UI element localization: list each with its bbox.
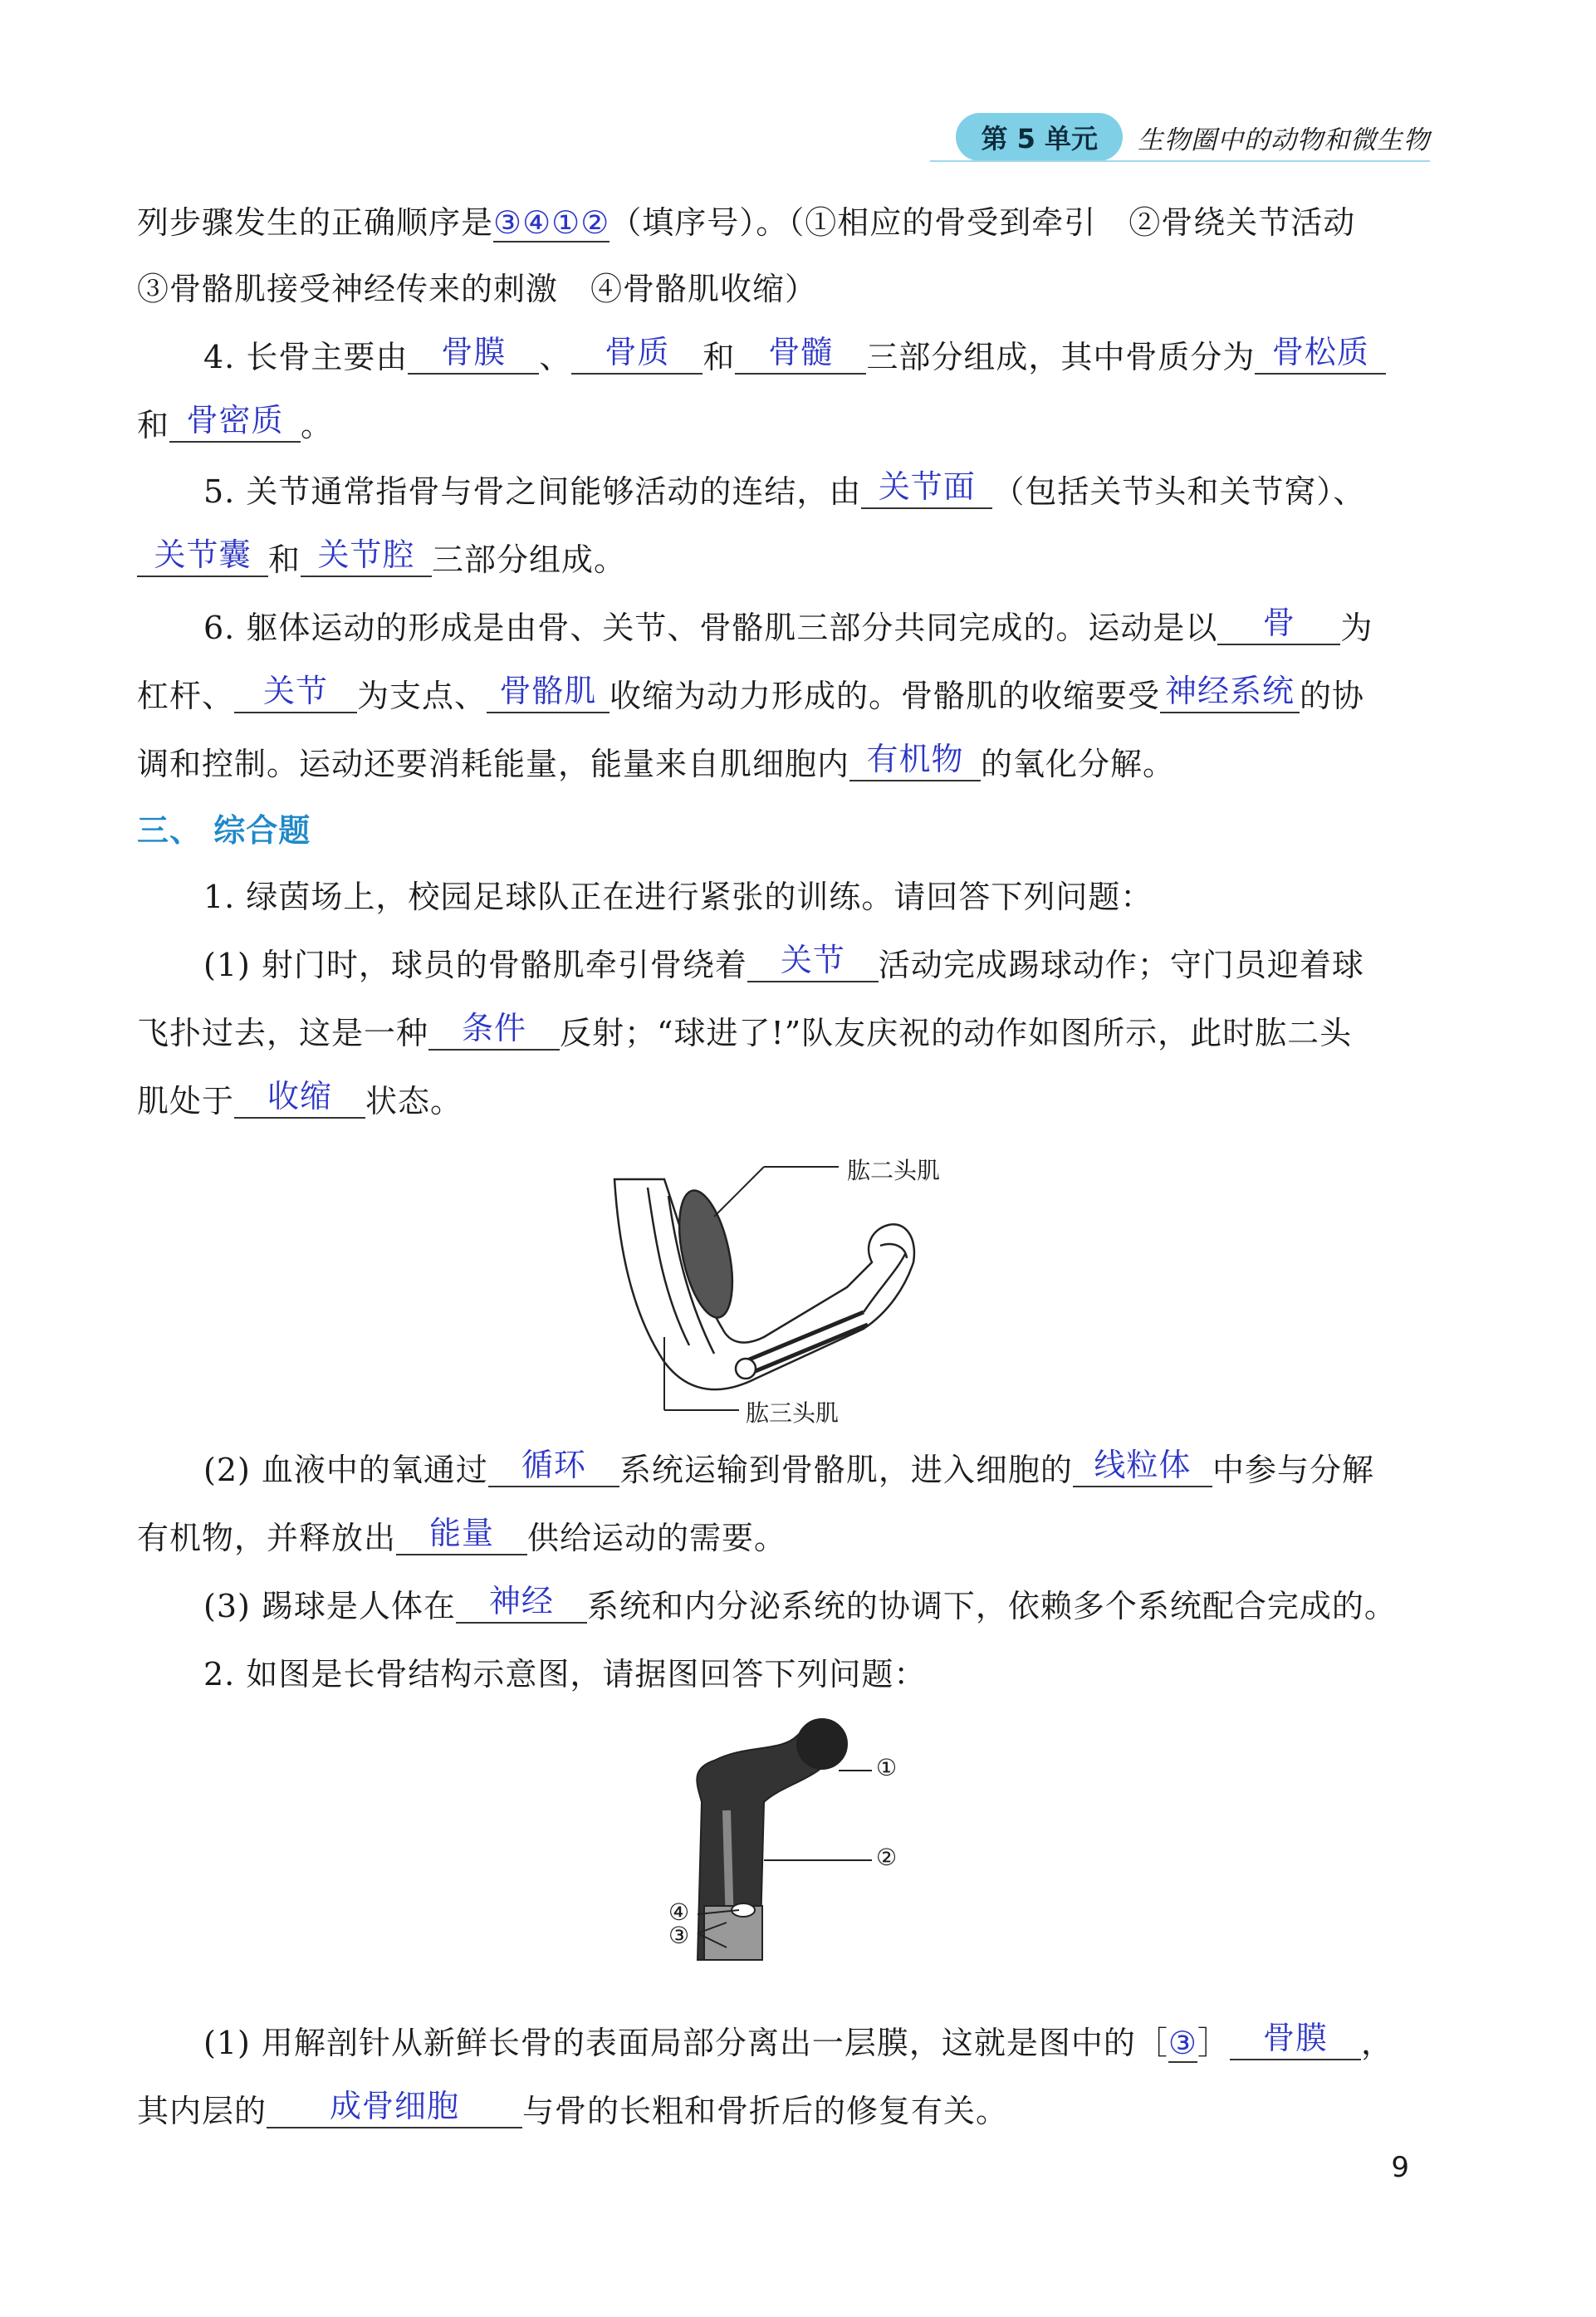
answer-q6-2[interactable]: 关节 xyxy=(234,670,357,713)
long-bone-figure xyxy=(648,1711,980,1993)
answer-c1-4[interactable]: 循环 xyxy=(488,1444,619,1487)
answer-c1-5[interactable]: 线粒体 xyxy=(1073,1444,1212,1487)
arm-muscle-figure xyxy=(598,1146,1013,1428)
answer-c1-3[interactable]: 收缩 xyxy=(234,1075,365,1119)
q5-line-2: 关节囊 和 关节腔 三部分组成。 xyxy=(137,535,1434,585)
c2-p1-line-2: 其内层的 成骨细胞 与骨的长粗和骨折后的修复有关。 xyxy=(137,2086,1434,2136)
header-rule xyxy=(930,160,1430,162)
bone-label-1: ① xyxy=(876,1754,898,1781)
answer-q6-3[interactable]: 骨骼肌 xyxy=(487,670,610,713)
q6-line-1: 6. 躯体运动的形成是由骨、关节、骨骼肌三部分共同完成的。运动是以 骨 为 xyxy=(203,603,1434,653)
q4-line-2: 和 骨密质 。 xyxy=(137,400,1434,450)
c1-p1-line-2: 飞扑过去，这是一种 条件 反射；“球进了!”队友庆祝的动作如图所示，此时肱二头 xyxy=(137,1008,1434,1058)
c1-p2-line-1: (2) 血液中的氧通过 循环 系统运输到骨骼肌，进入细胞的 线粒体 中参与分解 xyxy=(203,1445,1434,1495)
answer-c2-2[interactable]: 骨膜 xyxy=(1230,2017,1361,2060)
answer-q3-order[interactable]: ③④①② xyxy=(493,204,610,241)
c1-p2-line-2: 有机物，并释放出 能量 供给运动的需要。 xyxy=(137,1513,1434,1563)
answer-q5-2[interactable]: 关节囊 xyxy=(137,534,268,577)
answer-c1-1[interactable]: 关节 xyxy=(747,939,879,982)
bone-label-4: ④ xyxy=(668,1898,690,1926)
arm-illustration xyxy=(598,1146,1013,1428)
q5-line-1: 5. 关节通常指骨与骨之间能够活动的连结，由 关节面 （包括关节头和关节窝）、 xyxy=(203,467,1434,517)
answer-q4-4[interactable]: 骨松质 xyxy=(1255,331,1386,375)
answer-q4-3[interactable]: 骨髓 xyxy=(735,331,866,375)
c1-p1-line-3: 肌处于 收缩 状态。 xyxy=(137,1076,1434,1126)
q3-line-1: 列步骤发生的正确顺序是③④①②（填序号）。（①相应的骨受到牵引 ②骨绕关节活动 xyxy=(137,204,1356,241)
unit-badge: 第 5 单元 xyxy=(956,113,1123,161)
c1-p1-line-1: (1) 射门时，球员的骨骼肌牵引骨绕着 关节 活动完成踢球动作；守门员迎着球 xyxy=(203,940,1434,990)
answer-q4-1[interactable]: 骨膜 xyxy=(408,331,539,375)
q6-line-3: 调和控制。运动还要消耗能量，能量来自肌细胞内 有机物 的氧化分解。 xyxy=(137,739,1434,789)
label-triceps: 肱三头肌 xyxy=(746,1399,840,1427)
answer-c2-3[interactable]: 成骨细胞 xyxy=(267,2085,522,2128)
label-biceps: 肱二头肌 xyxy=(847,1157,941,1184)
c1-p3-line: (3) 踢球是人体在 神经 系统和内分泌系统的协调下，依赖多个系统配合完成的。 xyxy=(203,1581,1434,1631)
answer-q6-5[interactable]: 有机物 xyxy=(849,738,981,781)
c2-stem: 2. 如图是长骨结构示意图，请据图回答下列问题： xyxy=(203,1656,927,1692)
page-header xyxy=(956,112,1430,162)
bone-label-3: ③ xyxy=(668,1922,690,1949)
answer-c2-1[interactable]: ③ xyxy=(1168,2025,1197,2061)
answer-c1-7[interactable]: 神经 xyxy=(456,1580,587,1624)
answer-q6-4[interactable]: 神经系统 xyxy=(1160,670,1300,713)
answer-q6-1[interactable]: 骨 xyxy=(1217,602,1340,645)
section-title-comprehensive: 三、 综合题 xyxy=(137,812,311,849)
page-number: 9 xyxy=(1391,2151,1409,2184)
answer-q4-2[interactable]: 骨质 xyxy=(571,331,703,375)
c2-p1-line-1: (1) 用解剖针从新鲜长骨的表面局部分离出一层膜，这就是图中的［③］ 骨膜 ， xyxy=(203,2018,1434,2068)
bone-illustration xyxy=(648,1711,980,1993)
c1-stem: 1. 绿茵场上，校园足球队正在进行紧张的训练。请回答下列问题： xyxy=(203,879,1153,915)
answer-q4-5[interactable]: 骨密质 xyxy=(169,399,301,443)
answer-q5-3[interactable]: 关节腔 xyxy=(301,534,432,577)
q4-line-1: 4. 长骨主要由 骨膜 、 骨质 和 骨髓 三部分组成，其中骨质分为 骨松质 xyxy=(203,332,1434,382)
answer-c1-2[interactable]: 条件 xyxy=(428,1007,560,1051)
answer-q5-1[interactable]: 关节面 xyxy=(861,466,992,509)
answer-c1-6[interactable]: 能量 xyxy=(396,1512,527,1555)
q3-line-2: ③骨骼肌接受神经传来的刺激 ④骨骼肌收缩） xyxy=(137,271,818,307)
bone-label-2: ② xyxy=(876,1844,898,1871)
unit-title: 生物圈中的动物和微生物 xyxy=(1138,125,1430,155)
q6-line-2: 杠杆、 关节 为支点、 骨骼肌 收缩为动力形成的。骨骼肌的收缩要受 神经系统 的协 xyxy=(137,671,1434,721)
